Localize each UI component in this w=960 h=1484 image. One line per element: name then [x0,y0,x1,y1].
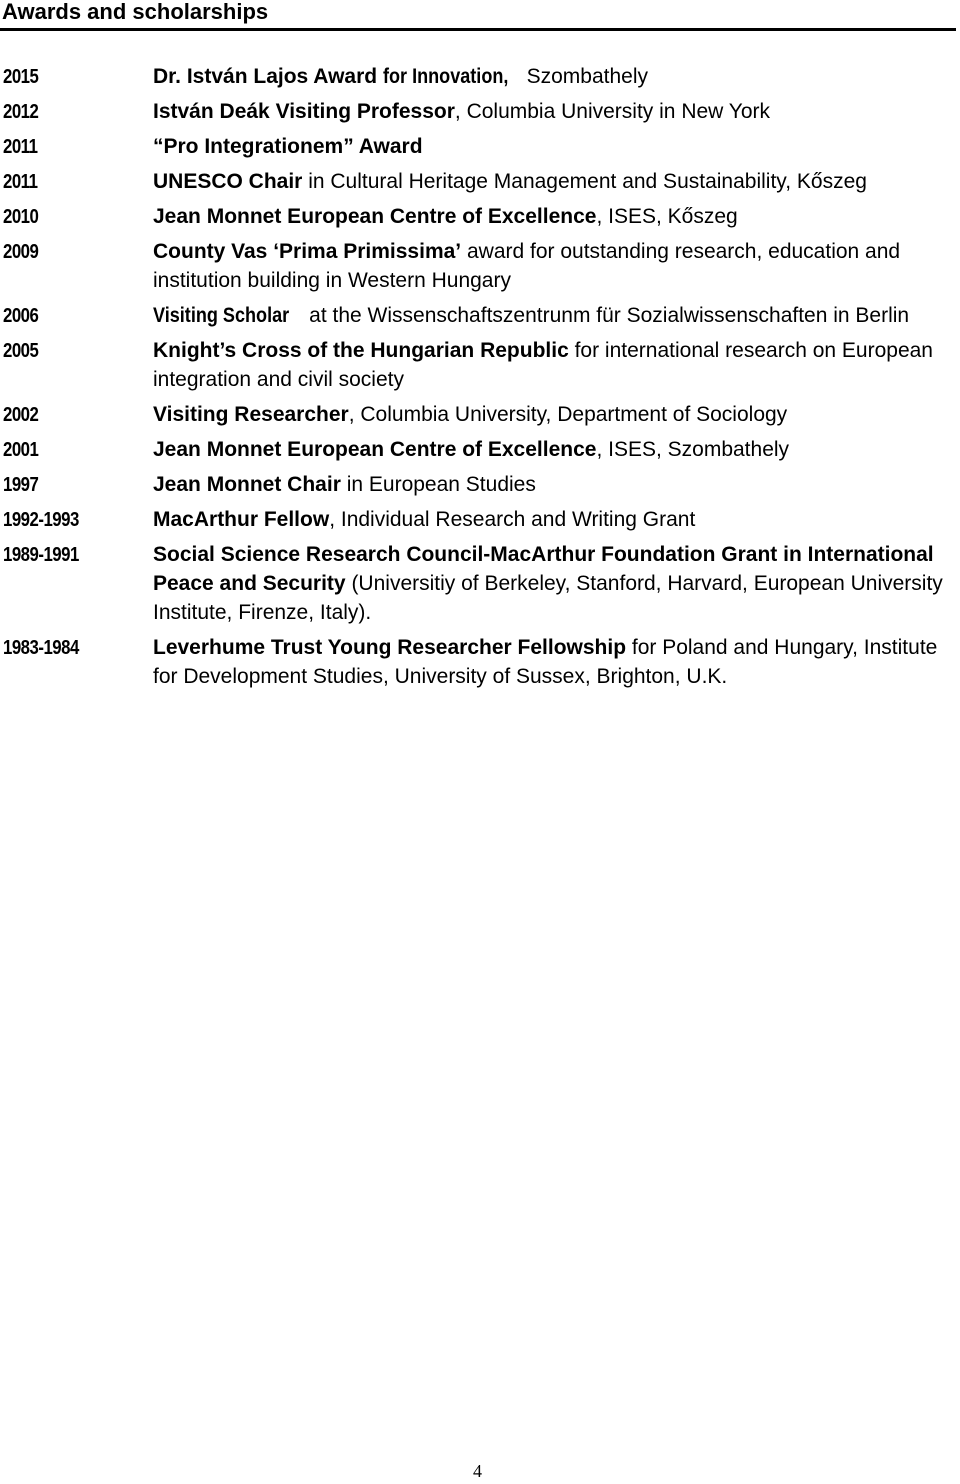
award-description [153,97,953,126]
award-year: 2011 [3,171,38,193]
award-description [153,62,953,91]
award-detail: for international research on European integration and civil society [153,339,933,391]
award-entry [0,301,960,330]
award-year: 1983-1984 [3,637,79,659]
award-year: 2009 [3,241,39,263]
award-detail: in Cultural Heritage Management and Sustainability, Kőszeg [302,170,867,193]
award-year: 2005 [3,340,39,362]
award-detail: for Poland and Hungary, Institute for Development Studies, University of Sussex, Brighton, U.K. [153,636,938,688]
award-title: Social Science Research Council-MacArthur Foundation Grant in International Peace and Security [153,543,934,595]
award-entry [0,62,960,91]
award-detail: award for outstanding research, education and institution building in Western Hungary [153,240,901,292]
award-entry [0,633,960,691]
award-year: 2015 [3,66,39,88]
award-description [153,132,953,161]
section-title: Awards and scholarships [2,0,269,24]
award-description [153,400,953,429]
award-title: Knight’s Cross of the Hungarian Republic [153,339,569,362]
award-detail: in European Studies [340,473,536,496]
award-detail: at the Wissenschaftszentrunm für Sozialwissenschaften in Berlin [303,304,910,327]
award-description [153,633,953,691]
award-title: “Pro Integrationem” Award [153,135,423,158]
award-entry [0,470,960,499]
award-description [153,435,953,464]
award-entry [0,167,960,196]
award-title: Jean Monnet European Centre of Excellence [153,205,597,228]
award-detail: Szombathely [520,65,648,88]
award-entry [0,132,960,161]
award-description [153,336,953,394]
awards-list [0,62,960,691]
award-detail: , ISES, Szombathely [596,438,790,461]
award-detail: , Columbia University, Department of Sociology [348,403,788,426]
award-description [153,470,953,499]
award-year: 1992-1993 [3,509,79,531]
award-year: 1997 [3,474,39,496]
award-detail: (Universitiy of Berkeley, Stanford, Harvard, European University Institute, Firenze, Italy). [153,572,943,624]
award-title: County Vas ‘Prima Primissima’ [153,240,462,263]
award-entry [0,202,960,231]
page-number: 4 [473,1461,482,1481]
award-entry [0,237,960,295]
award-year: 2002 [3,404,39,426]
award-entry [0,435,960,464]
award-entry [0,97,960,126]
section-header [0,0,960,32]
award-title: Dr. István Lajos Award [153,65,383,88]
award-description [153,237,953,295]
award-description [153,505,953,534]
award-year: 2012 [3,101,39,123]
award-entry [0,400,960,429]
award-title: Visiting Researcher [153,403,349,426]
award-title: Leverhume Trust Young Researcher Fellowship [153,636,627,659]
award-year: 1989-1991 [3,544,79,566]
award-title-condensed: for Innovation, [382,65,509,88]
award-detail: , ISES, Kőszeg [596,205,738,228]
award-year: 2006 [3,305,39,327]
award-entry [0,540,960,627]
award-year: 2010 [3,206,39,228]
award-description [153,167,953,196]
award-detail: , Columbia University in New York [454,100,771,123]
award-title: Jean Monnet Chair [153,473,341,496]
award-entry [0,505,960,534]
award-description [153,540,953,627]
award-title: MacArthur Fellow [153,508,330,531]
award-title: István Deák Visiting Professor [153,100,455,123]
award-title: Jean Monnet European Centre of Excellence [153,438,597,461]
award-year: 2001 [3,439,39,461]
award-description [153,202,953,231]
award-detail: , Individual Research and Writing Grant [329,508,696,531]
award-title-condensed: Visiting Scholar [153,304,290,327]
header-rule [0,28,956,31]
award-description [153,301,953,330]
award-year: 2011 [3,136,38,158]
award-title: UNESCO Chair [153,170,303,193]
award-entry [0,336,960,394]
